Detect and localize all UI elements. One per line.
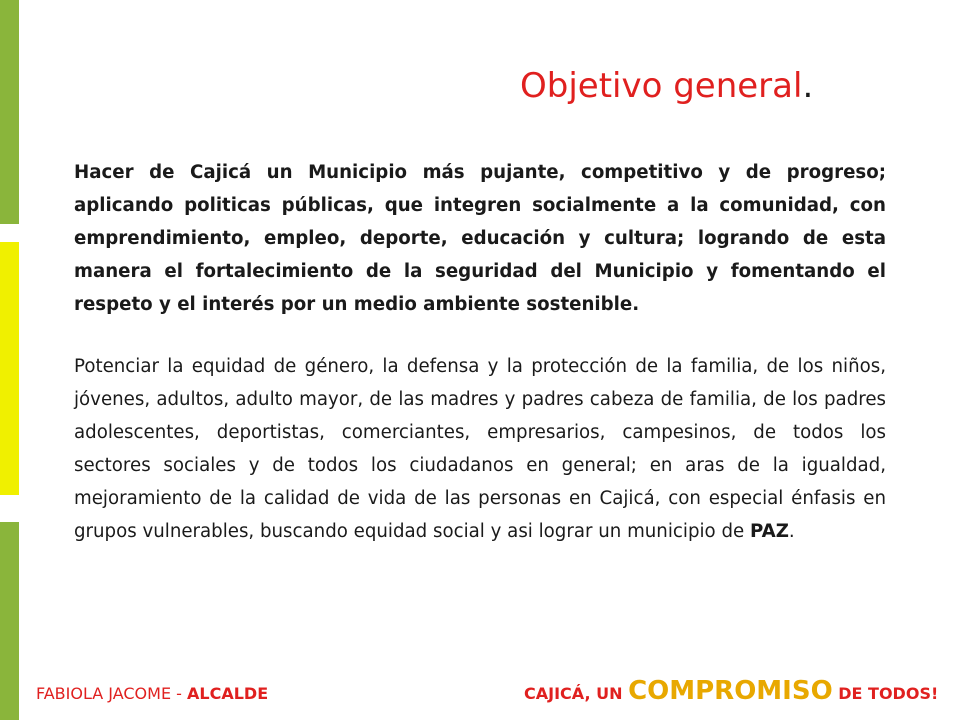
paragraph-2-text: Potenciar la equidad de género, la defensa y la protección de la familia, de los niños, jóvenes, adultos, adulto mayor, de las madres y padres cabeza de familia, de los padres adolescentes, deportistas, comerciantes, empresarios, campesinos, de todos los sectores sociales y de todos los ciudadanos en general; en aras de la igualdad, mejoramiento de la calidad de vida de las personas en Cajicá, con especial énfasis en grupos vulnerables, buscando equidad social y asi lograr un municipio de bbox=[74, 356, 886, 542]
decorative-bar-gap bbox=[0, 224, 19, 242]
footer-slogan-start: CAJICÁ, UN bbox=[524, 684, 629, 703]
slide-title-text: Objetivo general bbox=[520, 66, 803, 106]
paragraph-2-bold-word: PAZ bbox=[749, 521, 789, 542]
footer-slogan-highlight: COMPROMISO bbox=[628, 676, 833, 706]
decorative-bar-yellow bbox=[0, 242, 19, 495]
footer-author bbox=[36, 684, 268, 703]
decorative-bar-green-top bbox=[0, 0, 19, 224]
objective-paragraph-1: Hacer de Cajicá un Municipio más pujante, competitivo y de progreso; aplicando politicas públicas, que integren socialmente a la comunidad, con emprendimiento, empleo, deporte, educación y cultura; logrando de esta manera el fortalecimiento de la seguridad del Municipio y fomentando el respeto y el interés por un medio ambiente sostenible. bbox=[74, 162, 886, 315]
footer-author-name: FABIOLA JACOME - bbox=[36, 684, 188, 703]
objective-paragraph-2 bbox=[74, 350, 886, 548]
footer-author-role: ALCALDE bbox=[187, 684, 269, 703]
decorative-bar-gap bbox=[0, 495, 19, 522]
paragraph-2-end: . bbox=[788, 521, 795, 542]
footer-slogan bbox=[524, 676, 938, 706]
slide-title-period: . bbox=[802, 66, 814, 106]
slide-title bbox=[520, 66, 920, 106]
decorative-bar-green-bottom bbox=[0, 522, 19, 720]
footer-slogan-end: DE TODOS! bbox=[832, 684, 939, 703]
